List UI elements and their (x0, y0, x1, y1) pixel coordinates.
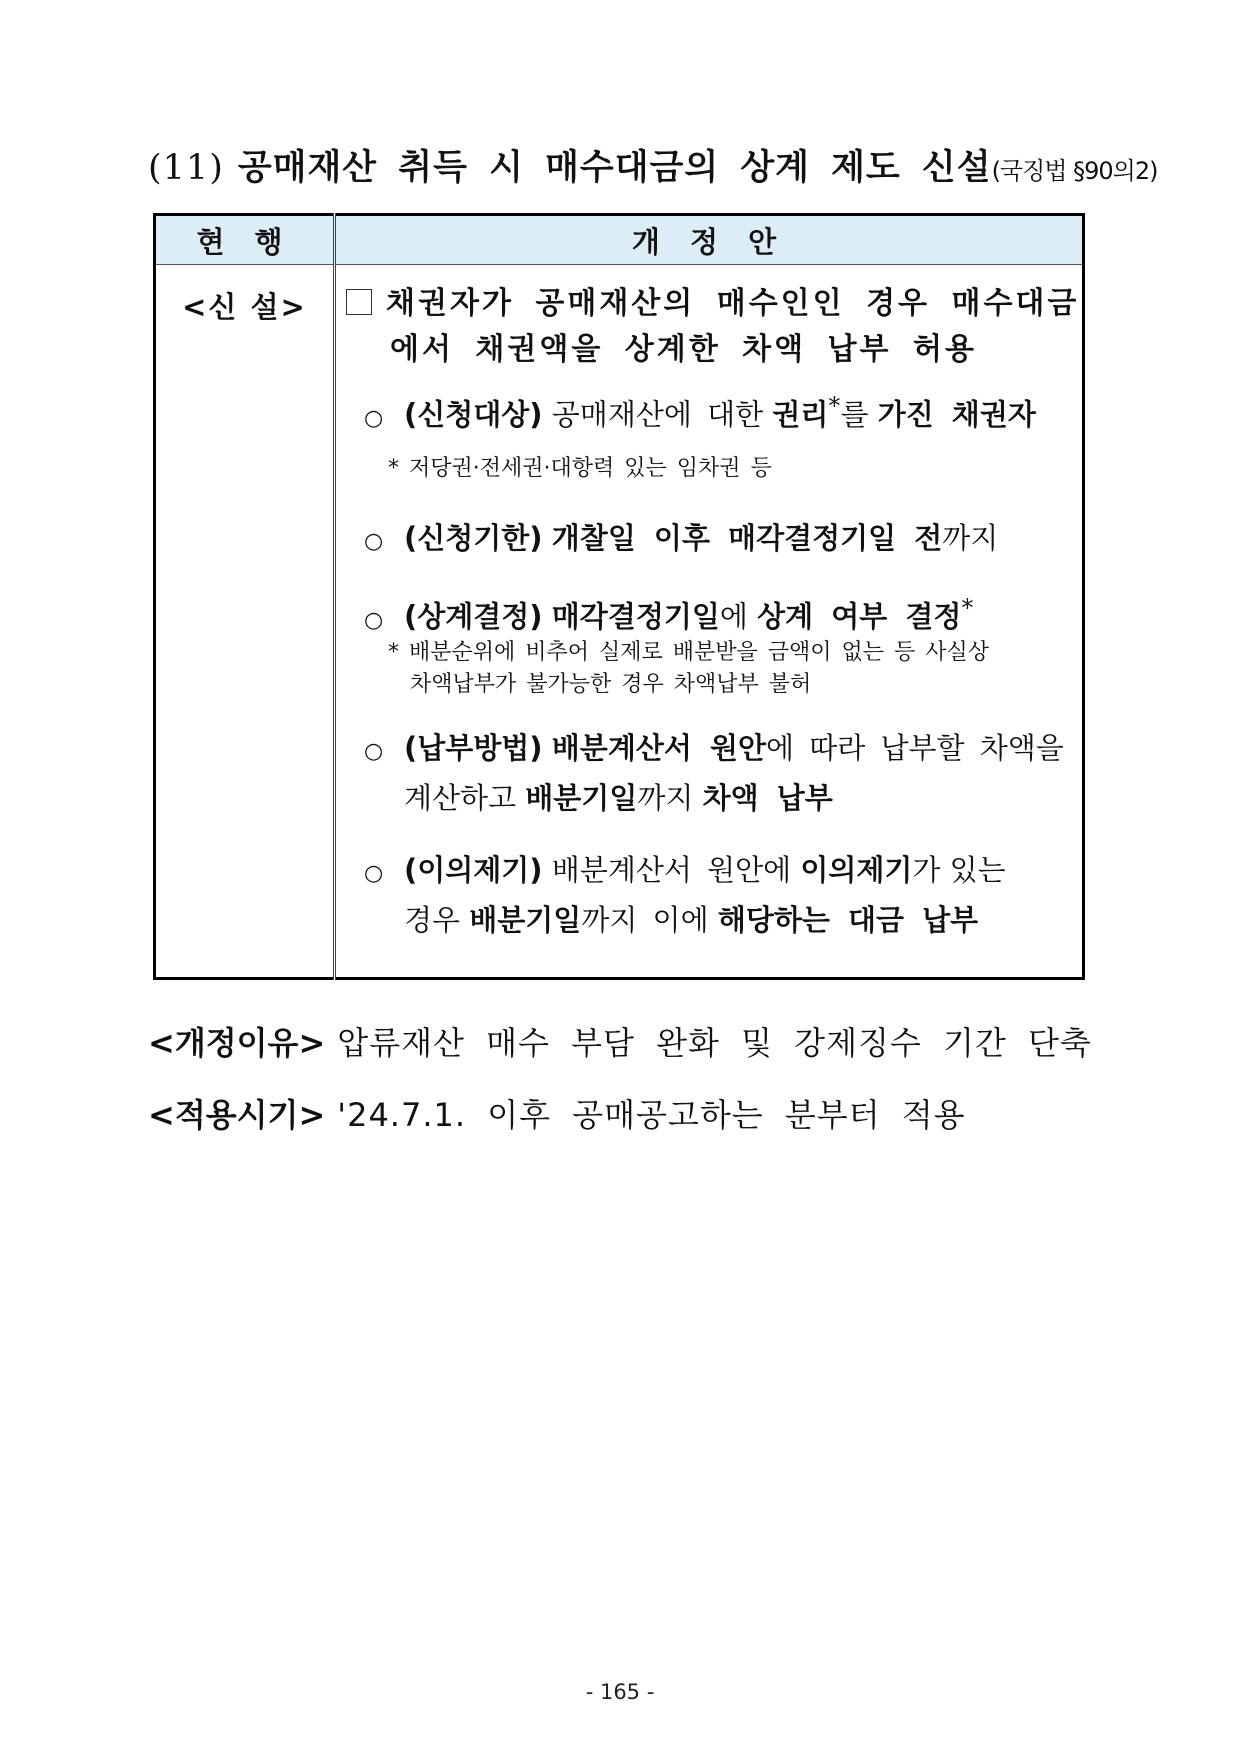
main-provision (346, 281, 1079, 373)
item-application-deadline (364, 515, 1094, 565)
effective-label: <적용시기> (148, 1096, 326, 1134)
item-text: 까지 (942, 521, 999, 555)
main-provision-line1: 채권자가 공매재산의 매수인인 경우 매수대금 (386, 286, 1080, 321)
item-bold: 배분기일 (525, 781, 638, 815)
item-head: (납부방법) (404, 731, 543, 765)
proposed-cell (335, 265, 1084, 979)
item-bold: 상계 여부 결정 (757, 599, 962, 634)
law-reference: (국징법 §90의2) (991, 157, 1158, 185)
item-text: 를 (840, 397, 869, 432)
item-text: 까지 이에 (581, 903, 709, 937)
reason-text: 압류재산 매수 부담 완화 및 강제징수 기간 단축 (337, 1024, 1092, 1062)
item-bold: 권리 (772, 397, 829, 432)
new-provision-label: <신 설> (182, 290, 307, 324)
item-text: 까지 (637, 781, 694, 815)
circle-bullet-icon: ○ (364, 607, 384, 633)
item-text: 계산하고 (404, 781, 517, 815)
item-offset-decision (364, 585, 1094, 644)
section-heading: 공매재산 취득 시 매수대금의 상계 제도 신설 (237, 148, 992, 188)
item-head: (이의제기) (404, 853, 543, 887)
footnote-offset (388, 637, 1108, 701)
header-proposed: 개 정 안 (335, 215, 1084, 265)
footnote-line1: * 배분순위에 비추어 실제로 배분받을 금액이 없는 등 사실상 (388, 640, 989, 665)
item-application-target (364, 383, 1094, 442)
footnote-mark: * (828, 392, 841, 420)
item-head: (신청기한) (404, 521, 543, 555)
item-head: (상계결정) (404, 599, 543, 634)
header-current: 현 행 (155, 215, 335, 265)
proposed-content (336, 265, 1082, 977)
main-provision-line2: 에서 채권액을 상계한 차액 납부 허용 (390, 332, 977, 367)
item-bold: 개찰일 이후 매각결정기일 전 (551, 521, 943, 555)
item-bold: 매각결정기일 (551, 599, 720, 634)
item-objection (364, 847, 1094, 943)
item-bold: 배분계산서 원안 (551, 731, 766, 765)
item-bold: 해당하는 대금 납부 (717, 903, 979, 937)
item-line2 (364, 775, 1094, 821)
footnote-mark: * (961, 594, 974, 622)
square-bullet-icon (346, 289, 372, 315)
reason-label: <개정이유> (148, 1024, 326, 1062)
circle-bullet-icon: ○ (364, 861, 384, 886)
amendment-reason (148, 1018, 1092, 1064)
item-text: 에 따라 납부할 차액을 (766, 731, 1064, 765)
table-body-row (155, 265, 1084, 979)
effective-text: '24.7.1. 이후 공매공고하는 분부터 적용 (337, 1096, 966, 1134)
current-cell (155, 265, 335, 979)
footnote-rights: * 저당권·전세권·대항력 있는 임차권 등 (388, 456, 772, 481)
item-text: 배분계산서 원안에 (551, 853, 792, 887)
item-bold: 가진 채권자 (877, 397, 1036, 432)
item-bold: 배분기일 (469, 903, 582, 937)
item-bold: 이의제기 (800, 853, 913, 887)
item-bold: 차액 납부 (702, 781, 833, 815)
comparison-table (153, 213, 1085, 980)
effective-date (148, 1090, 966, 1136)
item-text: 에 (719, 599, 748, 634)
footnote-line2: 차액납부가 불가능한 경우 차액납부 불허 (410, 672, 812, 697)
section-number: (11) (148, 148, 224, 188)
item-text: 가 있는 (912, 853, 1006, 887)
item-payment-method (364, 725, 1094, 821)
item-head: (신청대상) (404, 397, 543, 432)
circle-bullet-icon: ○ (364, 739, 384, 764)
item-text: 경우 (404, 903, 461, 937)
circle-bullet-icon: ○ (364, 529, 384, 554)
table-header-row (155, 215, 1084, 265)
section-title (148, 140, 1158, 190)
item-line2 (364, 897, 1094, 943)
page-number: - 165 - (585, 1680, 655, 1704)
item-text: 공매재산에 대한 (551, 397, 764, 432)
circle-bullet-icon: ○ (364, 405, 384, 431)
